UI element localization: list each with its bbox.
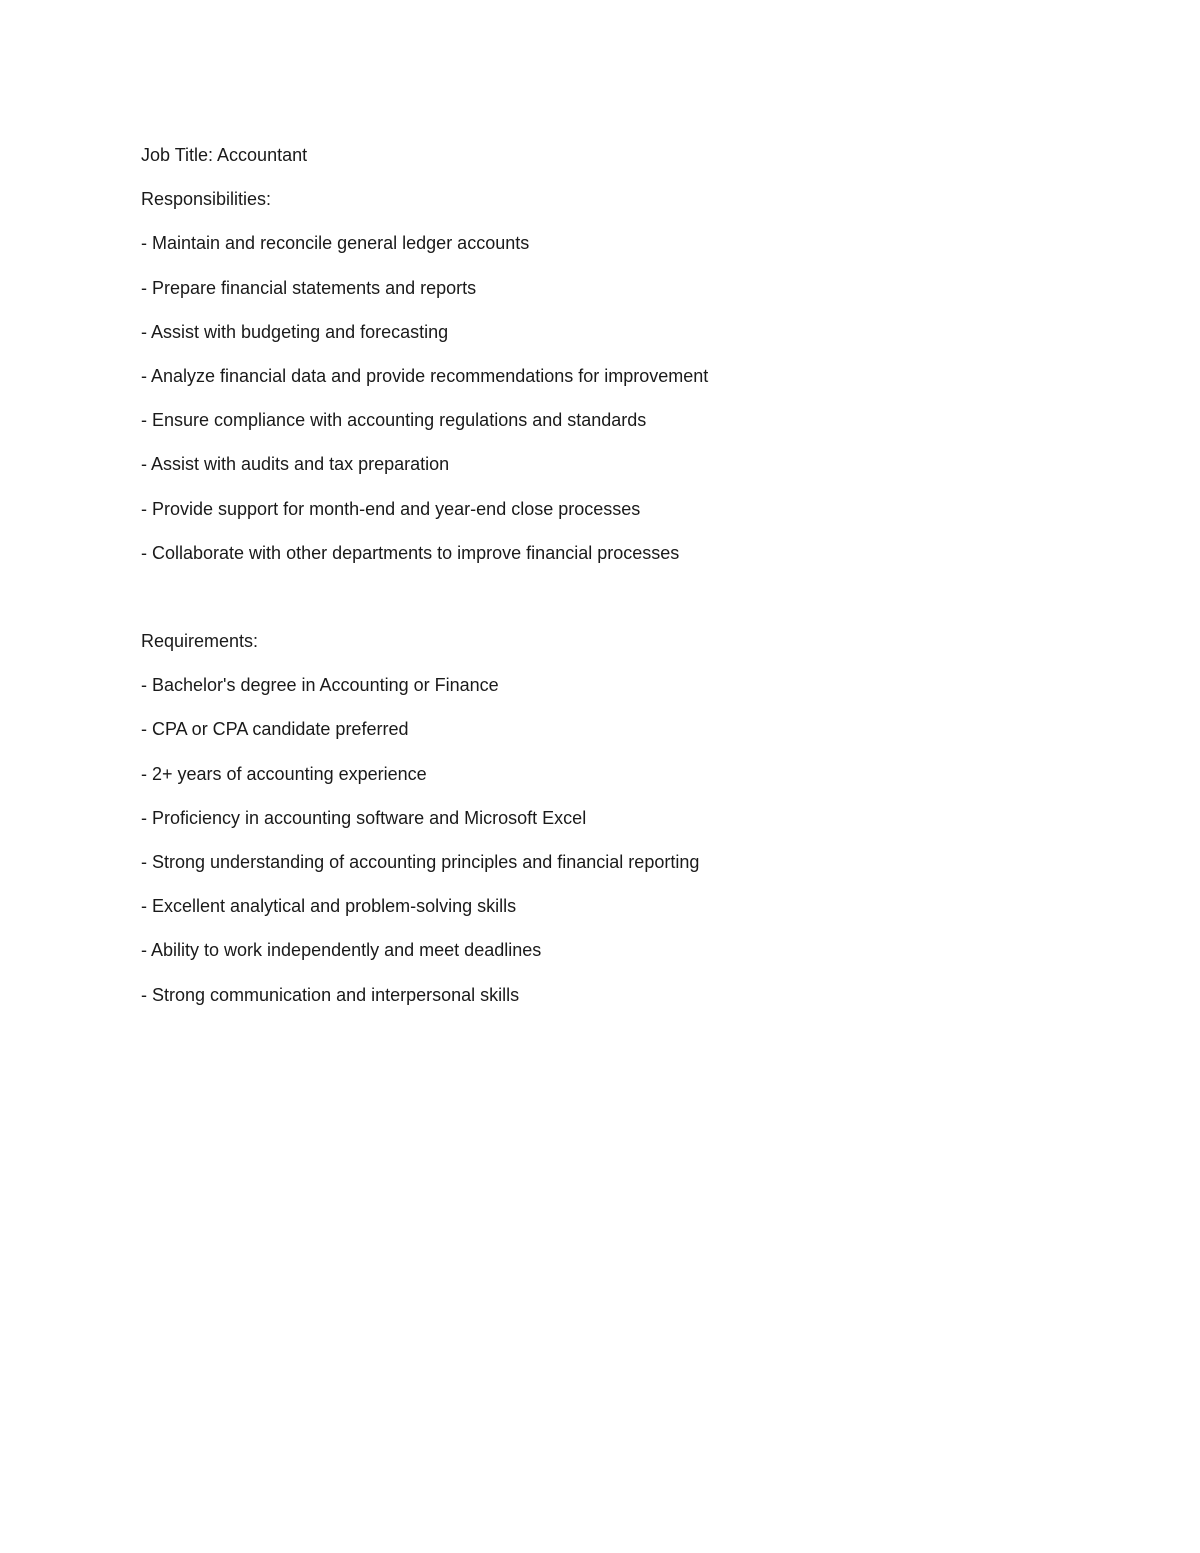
list-item: - Analyze financial data and provide recommendations for improvement — [141, 365, 709, 386]
list-item: - Maintain and reconcile general ledger accounts — [141, 233, 530, 254]
list-item: - Bachelor's degree in Accounting or Finance — [141, 675, 499, 696]
responsibilities-list — [141, 231, 1101, 585]
list-item: - Assist with budgeting and forecasting — [141, 321, 449, 342]
list-item: - Proficiency in accounting software and Microsoft Excel — [141, 807, 587, 828]
list-item: - Prepare financial statements and reports — [141, 277, 477, 298]
list-item: - Collaborate with other departments to improve financial processes — [141, 542, 680, 563]
list-item: - Provide support for month-end and year-end close processes — [141, 498, 641, 519]
list-item: - Excellent analytical and problem-solving skills — [141, 896, 517, 917]
list-item: - Assist with audits and tax preparation — [141, 454, 450, 475]
responsibilities-heading: Responsibilities: — [141, 189, 272, 210]
list-item: - Ensure compliance with accounting regulations and standards — [141, 410, 647, 431]
list-item: - Ability to work independently and meet deadlines — [141, 940, 542, 961]
requirements-list — [141, 673, 1101, 1027]
list-item: - Strong communication and interpersonal skills — [141, 984, 520, 1005]
document-body — [141, 143, 1101, 1027]
blank-line — [141, 585, 1101, 629]
requirements-heading: Requirements: — [141, 631, 259, 652]
list-item: - CPA or CPA candidate preferred — [141, 719, 409, 740]
list-item: - 2+ years of accounting experience — [141, 763, 427, 784]
list-item: - Strong understanding of accounting principles and financial reporting — [141, 852, 700, 872]
job-title: Job Title: Accountant — [141, 145, 308, 165]
